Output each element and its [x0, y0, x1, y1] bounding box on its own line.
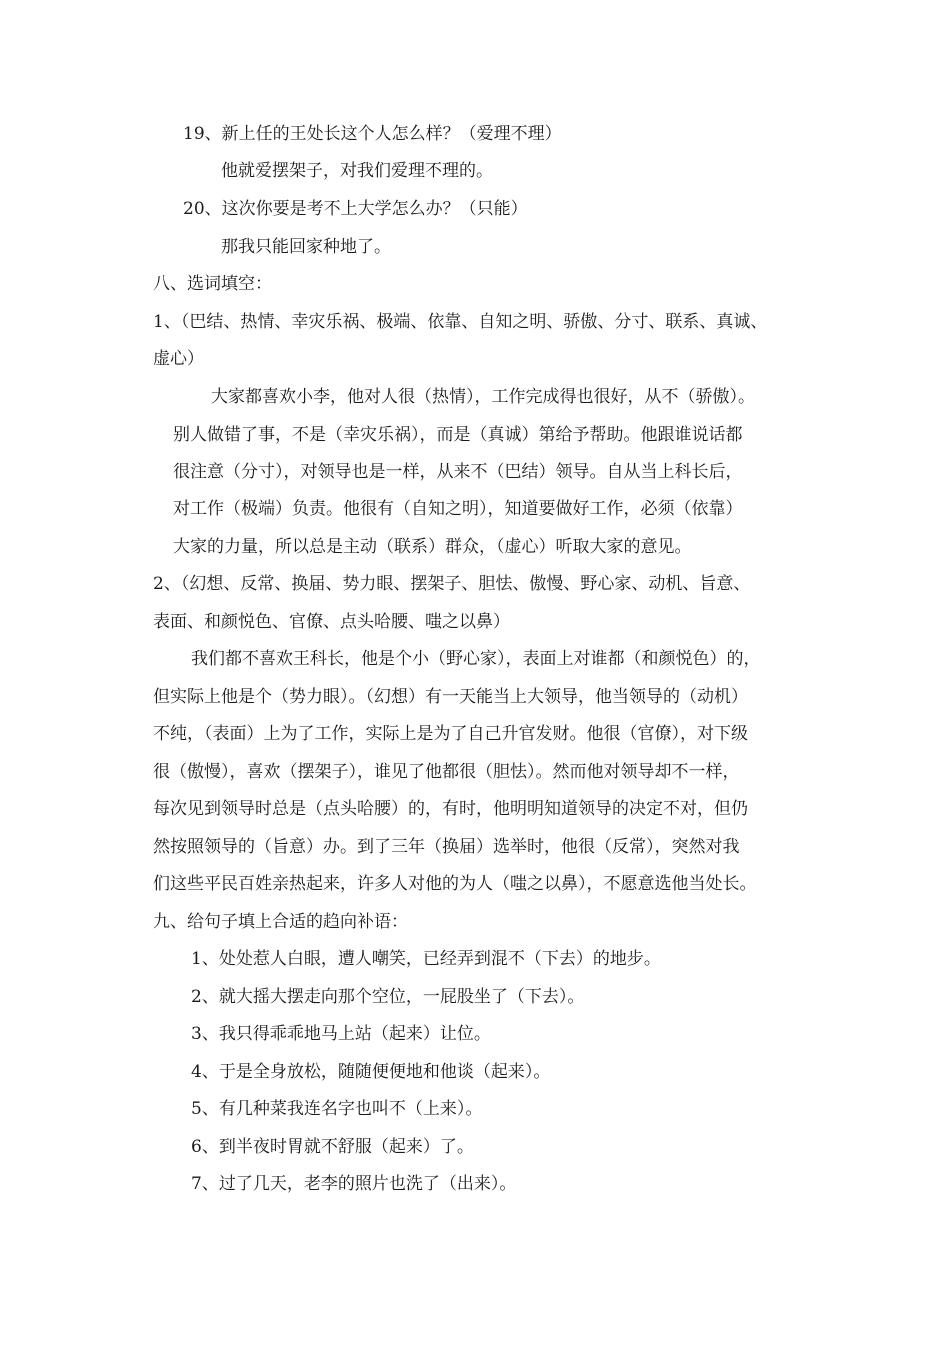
section-9-item: 4、于是全身放松，随随便便地和他谈（起来）。: [191, 1062, 551, 1082]
exercise-2-text-line: 然按照领导的（旨意）办。到了三年（换届）选举时，他很（反常），突然对我: [153, 837, 740, 857]
section-9-item: 2、就大摇大摆走向那个空位，一屁股坐了（下去）。: [191, 987, 585, 1007]
exercise-1-text-line: 很注意（分寸），对领导也是一样，从来不（巴结）领导。自从当上科长后，: [173, 462, 743, 482]
exercise-2-text-line: 很（傲慢），喜欢（摆架子），谁见了他都很（胆怯）。然而他对领导却不一样，: [153, 762, 740, 782]
answer-20: 那我只能回家种地了。: [221, 237, 391, 257]
exercise-1-word-bank: 虚心）: [153, 349, 204, 369]
exercise-1-text-line: 大家都喜欢小李，他对人很（热情），工作完成得也很好，从不（骄傲）。: [211, 387, 755, 407]
section-9-item: 3、我只得乖乖地马上站（起来）让位。: [191, 1024, 491, 1044]
section-9-heading: 九、给句子填上合适的趋向补语：: [153, 912, 408, 932]
question-19: 19、新上任的王处长这个人怎么样？（爱理不理）: [183, 124, 562, 144]
exercise-2-text-line: 们这些平民百姓亲热起来，许多人对他的为人（嗤之以鼻），不愿意选他当处长。: [153, 874, 757, 894]
question-20: 20、这次你要是考不上大学怎么办？（只能）: [183, 199, 528, 219]
section-9-item: 6、到半夜时胃就不舒服（起来）了。: [191, 1137, 474, 1157]
exercise-2-text-line: 每次见到领导时总是（点头哈腰）的，有时，他明明知道领导的决定不对，但仍: [153, 799, 748, 819]
exercise-1-text-line: 大家的力量，所以总是主动（联系）群众，（虚心）听取大家的意见。: [173, 537, 692, 557]
exercise-2-text-line: 我们都不喜欢王科长，他是个小（野心家），表面上对谁都（和颜悦色）的，: [191, 649, 761, 669]
exercise-2-text-line: 但实际上他是个（势力眼）。（幻想）有一天能当上大领导，他当领导的（动机）: [153, 687, 748, 707]
section-9-item: 5、有几种菜我连名字也叫不（上来）。: [191, 1099, 483, 1119]
exercise-1-text-line: 对工作（极端）负责。他很有（自知之明），知道要做好工作，必须（依靠）: [173, 499, 743, 519]
exercise-2-word-bank: 表面、和颜悦色、官僚、点头哈腰、嗤之以鼻）: [153, 612, 510, 632]
answer-19: 他就爱摆架子，对我们爱理不理的。: [221, 161, 493, 181]
exercise-1-text-line: 别人做错了事，不是（幸灾乐祸），而是（真诚）第给予帮助。他跟谁说话都: [173, 425, 743, 445]
exercise-2-text-line: 不纯，（表面）上为了工作，实际上是为了自己升官发财。他很（官僚），对下级: [153, 724, 748, 744]
section-9-item: 7、过了几天，老李的照片也洗了（出来）。: [191, 1174, 517, 1194]
section-8-heading: 八、选词填空：: [153, 274, 272, 294]
exercise-2-word-bank: 2、（幻想、反常、换届、势力眼、摆架子、胆怯、傲慢、野心家、动机、旨意、: [153, 574, 751, 594]
exercise-1-word-bank: 1、（巴结、热情、幸灾乐祸、极端、依靠、自知之明、骄傲、分寸、联系、真诚、: [153, 312, 768, 332]
section-9-item: 1、处处惹人白眼，遭人嘲笑，已经弄到混不（下去）的地步。: [191, 949, 661, 969]
